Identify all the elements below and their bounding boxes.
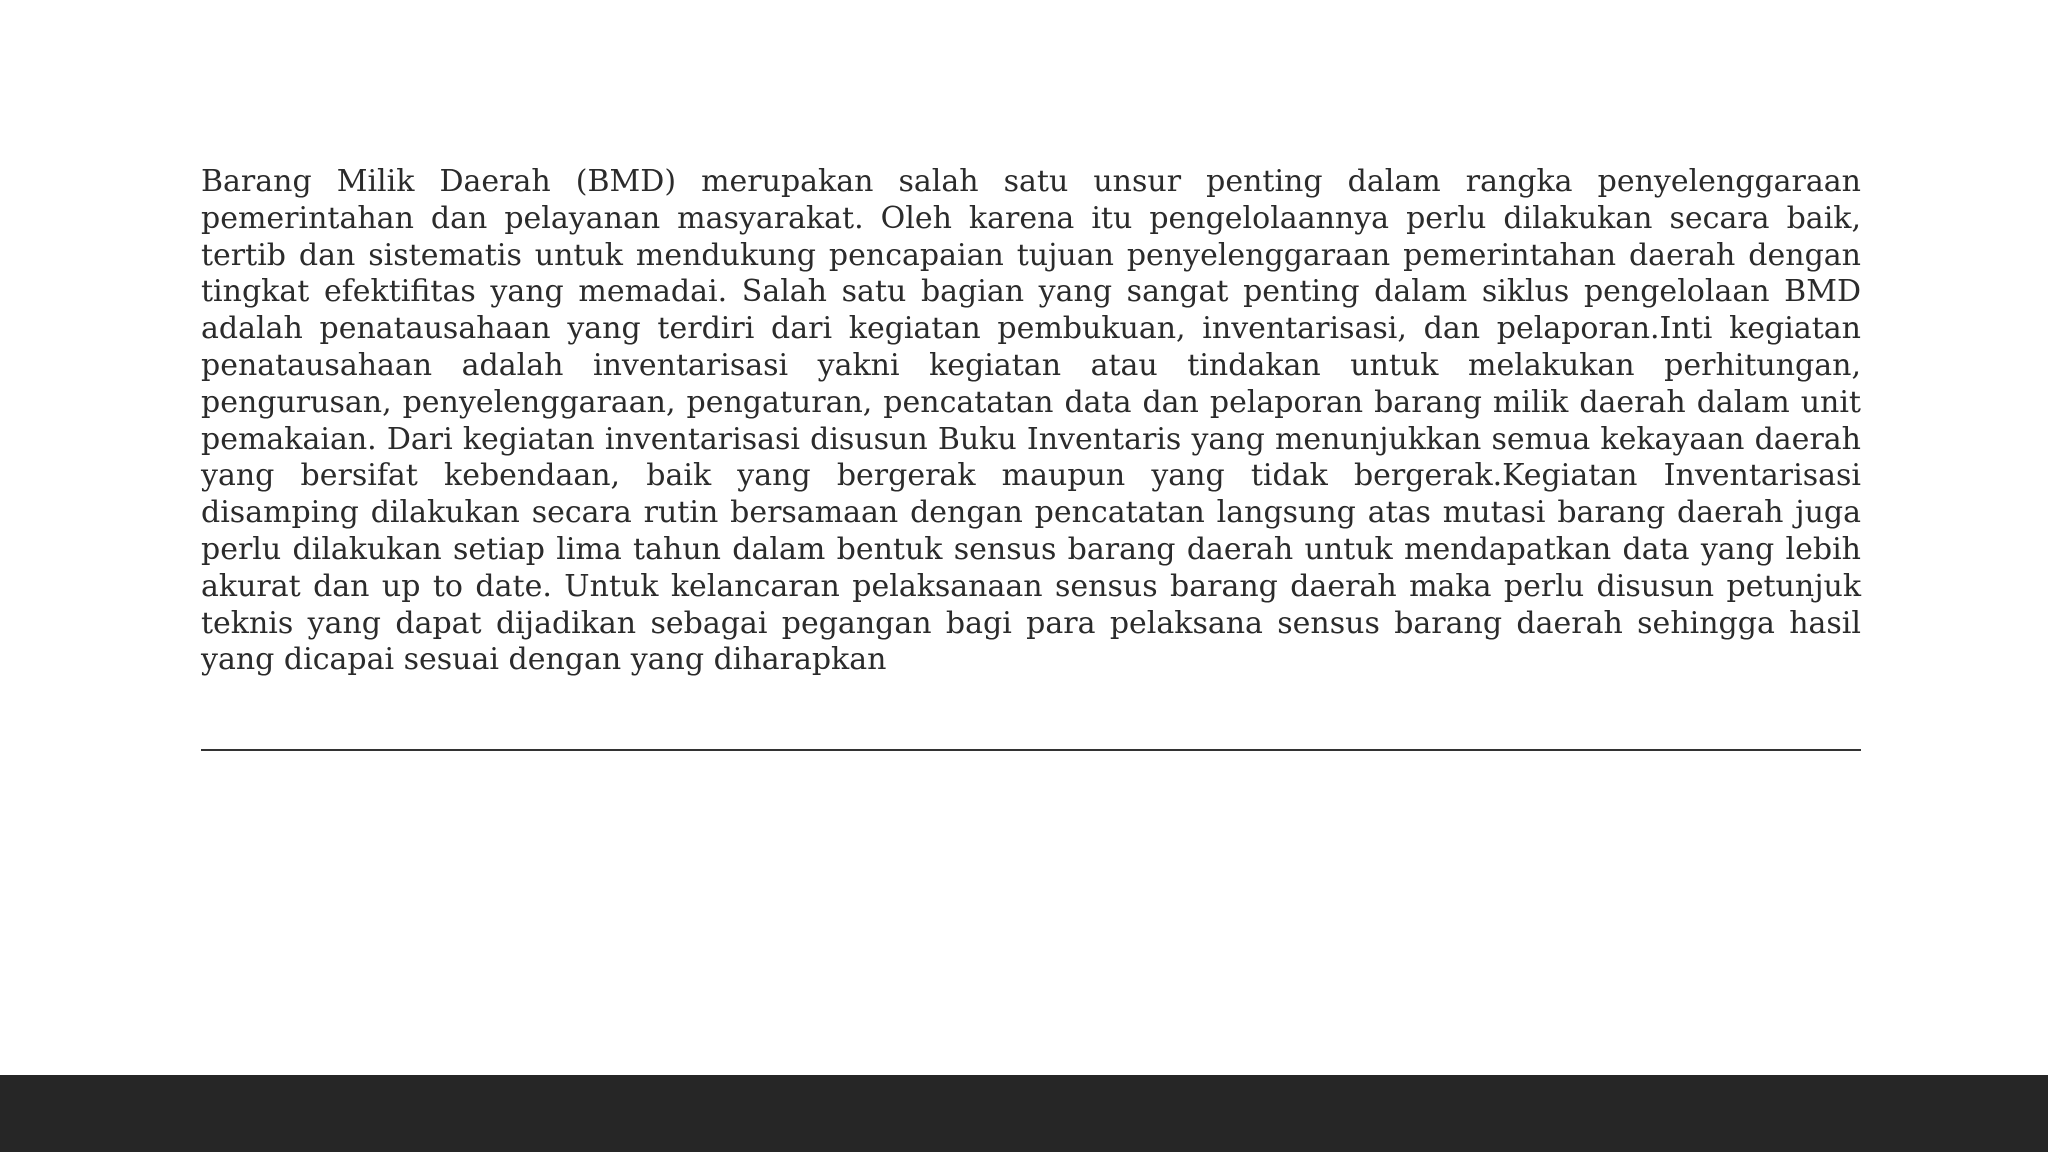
body-paragraph: Barang Milik Daerah (BMD) merupakan salah satu unsur penting dalam rangka penyelenggaraan pemerintahan dan pelayanan masyarakat. Oleh karena itu pengelolaannya perlu dilakukan secara baik, tertib dan sistematis untuk mendukung pencapaian tujuan penyelenggaraan pemerintahan daerah dengan tingkat efektifitas yang memadai. Salah satu bagian yang sangat penting dalam siklus pengelolaan BMD adalah penatausahaan yang terdiri dari kegiatan pembukuan, inventarisasi, dan pelaporan.Inti kegiatan penatausahaan adalah inventarisasi yakni kegiatan atau tindakan untuk melakukan perhitungan, pengurusan, penyelenggaraan, pengaturan, pencatatan data dan pelaporan barang milik daerah dalam unit pemakaian. Dari kegiatan inventarisasi disusun Buku Inventaris yang menunjukkan semua kekayaan daerah yang bersifat kebendaan, baik yang bergerak maupun yang tidak bergerak.Kegiatan Inventarisasi disamping dilakukan secara rutin bersamaan dengan pencatatan langsung atas mutasi barang daerah juga perlu dilakukan setiap lima tahun dalam bentuk sensus barang daerah untuk mendapatkan data yang lebih akurat dan up to date. Untuk kelancaran pelaksanaan sensus barang daerah maka perlu disusun petunjuk teknis yang dapat dijadikan sebagai pegangan bagi para pelaksana sensus barang daerah sehingga hasil yang dicapai sesuai dengan yang diharapkan (201, 164, 1861, 678)
content-area (201, 164, 1861, 679)
footer-band (0, 1075, 2048, 1152)
horizontal-divider (201, 749, 1861, 751)
